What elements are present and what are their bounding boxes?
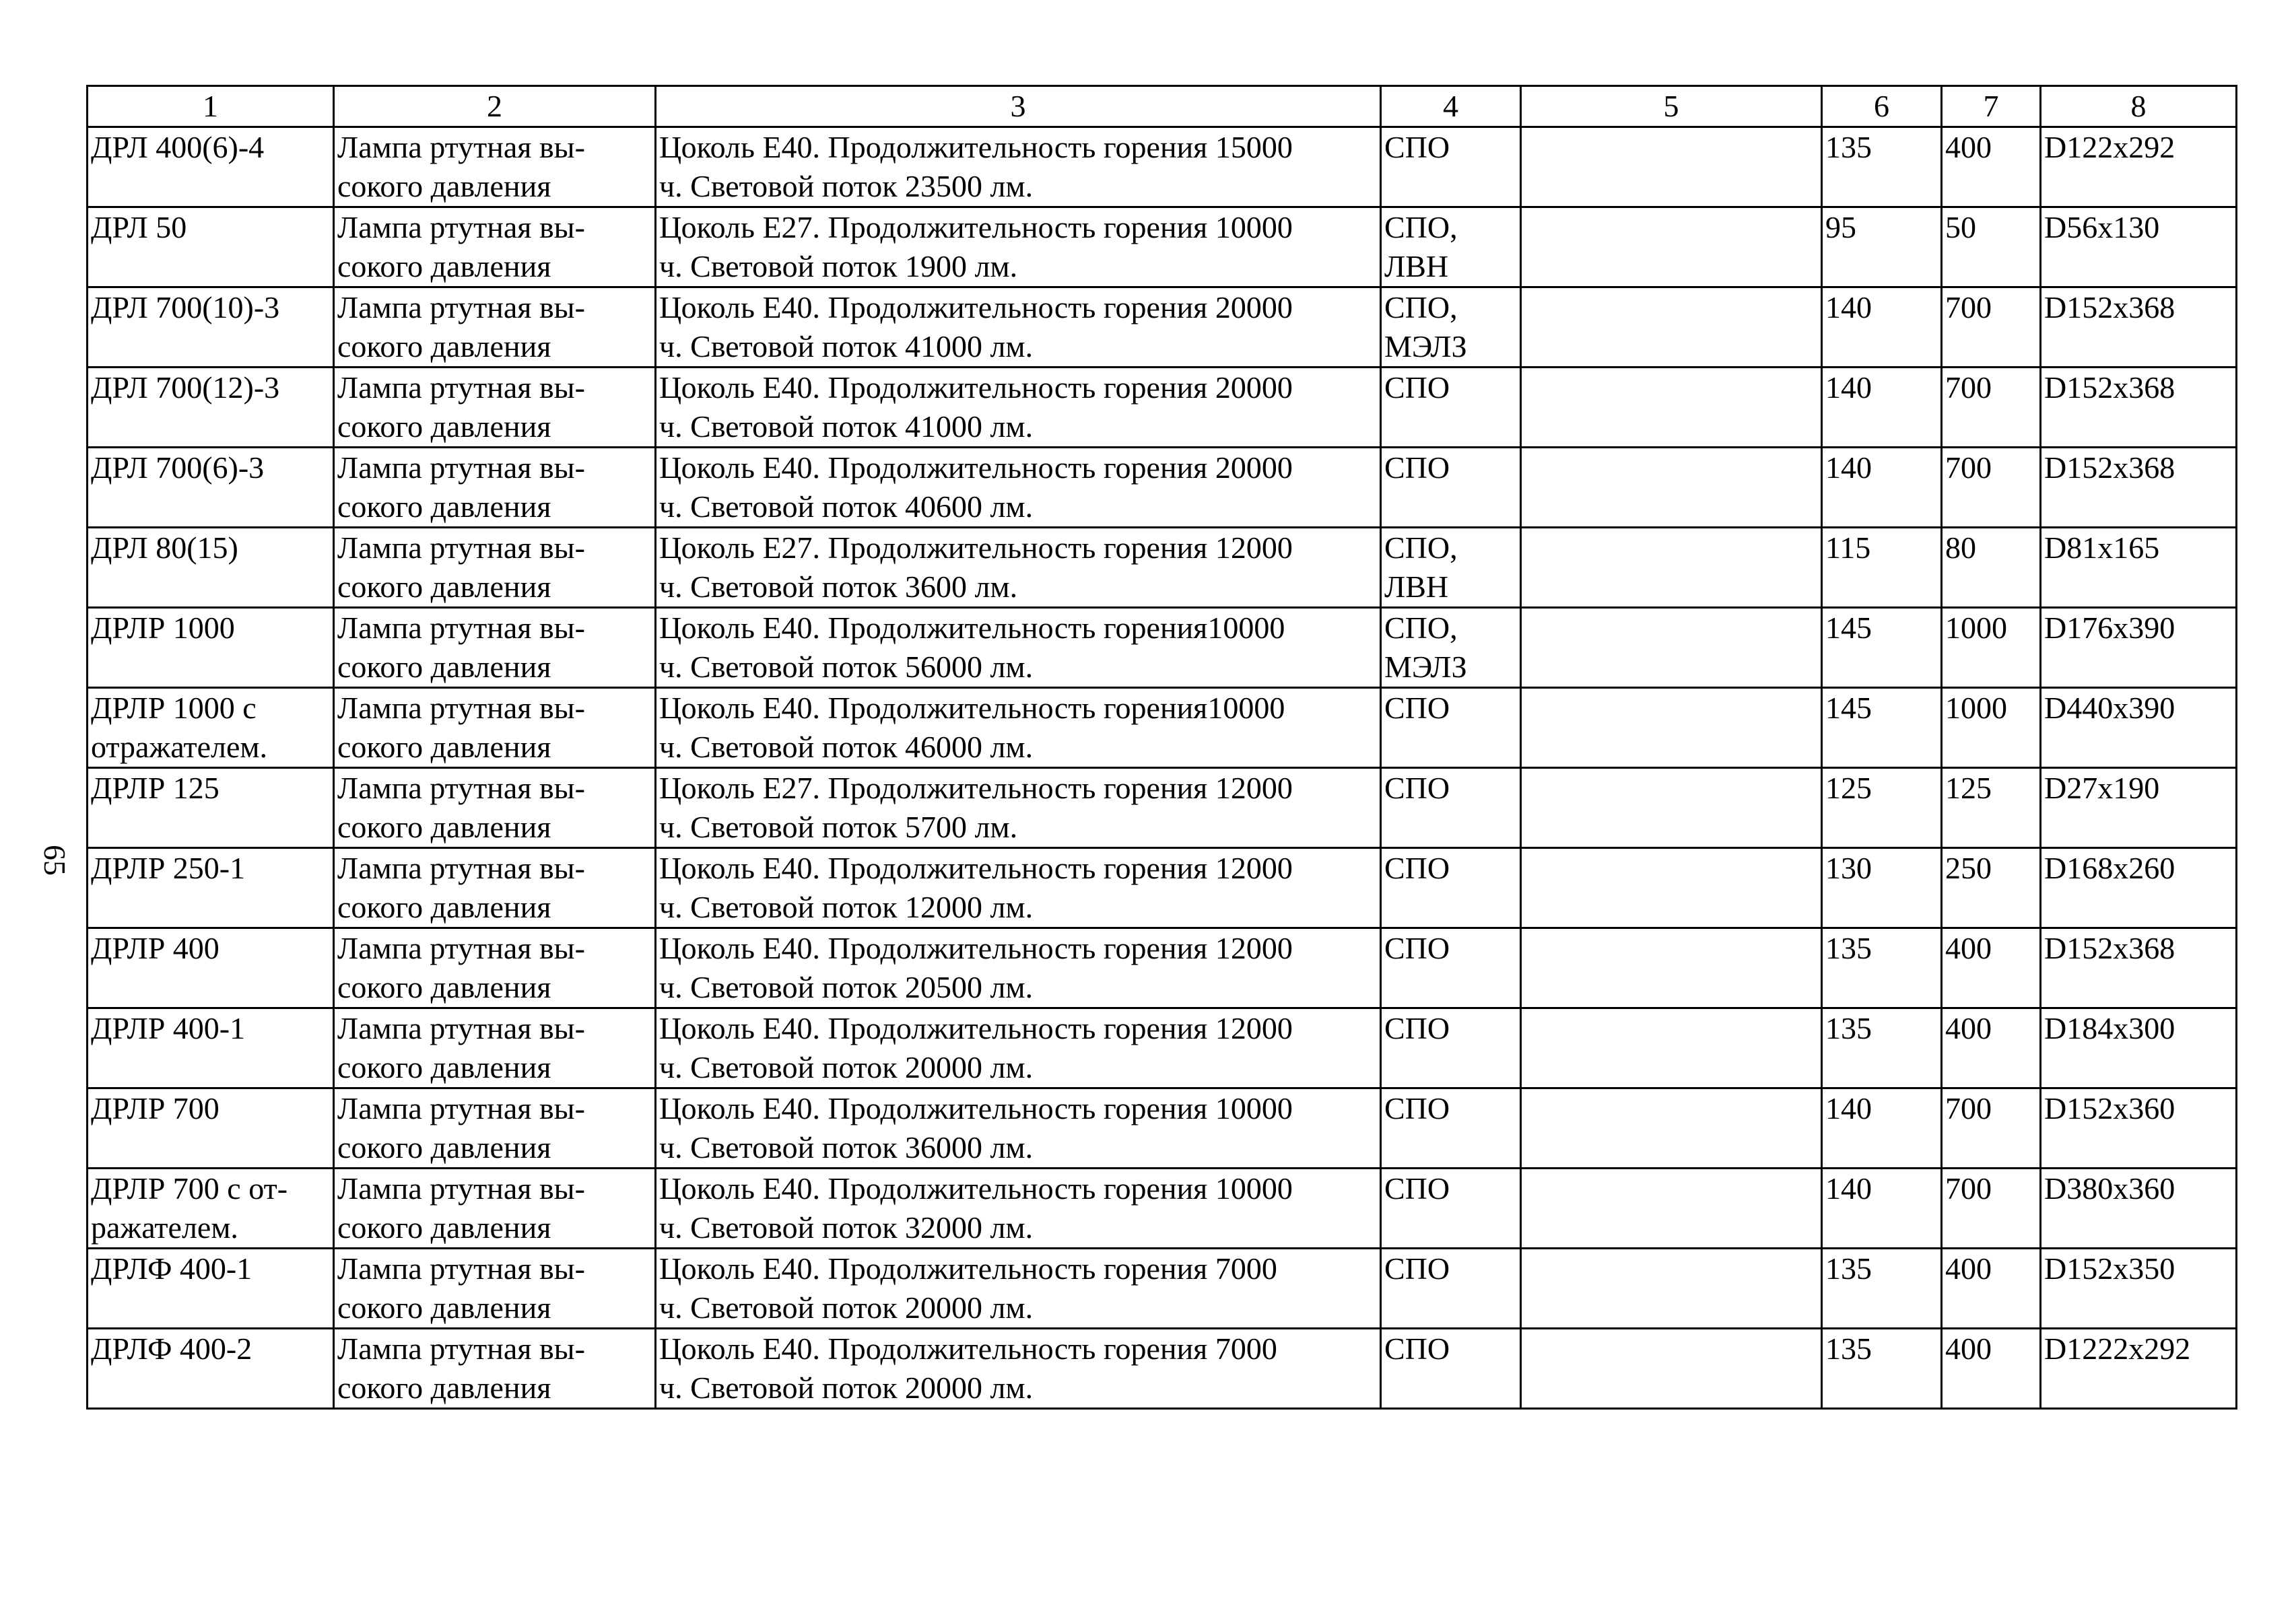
table-row [88, 1329, 2237, 1409]
column-6-cell: 95 [1822, 207, 1942, 287]
cell-text-line: сокого давления [337, 1050, 551, 1084]
manufacturer-cell [1381, 1329, 1521, 1409]
lamp-type-cell [88, 928, 334, 1008]
column-6-cell: 135 [1822, 1008, 1942, 1088]
dimensions-cell: D56x130 [2041, 207, 2237, 287]
cell-text-line: СПО [1384, 1251, 1450, 1286]
manufacturer-cell [1381, 287, 1521, 368]
cell-text-line: Цоколь Е40. Продолжительность горения 10000 [659, 1171, 1293, 1206]
dimensions-cell: D122x292 [2041, 127, 2237, 207]
cell-text-line: ч. Световой поток 1900 лм. [659, 249, 1018, 283]
cell-text-line: СПО, [1384, 290, 1458, 324]
lamp-description-cell [656, 1249, 1381, 1329]
cell-text-line: ч. Световой поток 5700 лм. [659, 810, 1018, 844]
lamp-description-cell [656, 368, 1381, 448]
lamp-type-cell [88, 127, 334, 207]
dimensions-cell: D176x390 [2041, 608, 2237, 688]
column-5-cell [1521, 368, 1822, 448]
table-row [88, 528, 2237, 608]
cell-text-line: СПО [1384, 851, 1450, 885]
column-5-cell [1521, 207, 1822, 287]
cell-text-line: ч. Световой поток 20000 лм. [659, 1370, 1034, 1405]
manufacturer-cell [1381, 127, 1521, 207]
lamp-name-cell [334, 448, 656, 528]
lamp-description-cell [656, 528, 1381, 608]
cell-text-line: ДРЛР 700 [91, 1091, 220, 1125]
cell-text-line: Цоколь Е27. Продолжительность горения 12000 [659, 771, 1293, 805]
lamp-description-cell [656, 1008, 1381, 1088]
cell-text-line: Цоколь Е40. Продолжительность горения 20000 [659, 370, 1293, 405]
column-header: 6 [1822, 86, 1942, 127]
table-row [88, 368, 2237, 448]
dimensions-cell: D168x260 [2041, 848, 2237, 928]
power-cell: 700 [1942, 287, 2041, 368]
cell-text-line: ражателем. [91, 1210, 238, 1245]
lamp-description-cell [656, 768, 1381, 848]
dimensions-cell: D184x300 [2041, 1008, 2237, 1088]
column-5-cell [1521, 1169, 1822, 1249]
cell-text-line: сокого давления [337, 650, 551, 684]
manufacturer-cell [1381, 1088, 1521, 1169]
column-5-cell [1521, 608, 1822, 688]
cell-text-line: ДРЛ 400(6)-4 [91, 130, 265, 164]
cell-text-line: ч. Световой поток 20000 лм. [659, 1290, 1034, 1325]
manufacturer-cell [1381, 848, 1521, 928]
cell-text-line: МЭЛЗ [1384, 329, 1467, 363]
cell-text-line: Цоколь Е40. Продолжительность горения 12000 [659, 1011, 1293, 1045]
cell-text-line: сокого давления [337, 970, 551, 1004]
cell-text-line: Лампа ртутная вы- [337, 771, 585, 805]
cell-text-line: ДРЛР 125 [91, 771, 220, 805]
cell-text-line: ДРЛФ 400-1 [91, 1251, 252, 1286]
lamp-type-cell [88, 848, 334, 928]
table-row [88, 127, 2237, 207]
manufacturer-cell [1381, 368, 1521, 448]
lamp-name-cell [334, 528, 656, 608]
cell-text-line: Цоколь Е27. Продолжительность горения 12000 [659, 530, 1293, 565]
cell-text-line: Лампа ртутная вы- [337, 530, 585, 565]
column-6-cell: 145 [1822, 608, 1942, 688]
lamp-name-cell [334, 768, 656, 848]
cell-text-line: ч. Световой поток 23500 лм. [659, 169, 1034, 203]
column-6-cell: 115 [1822, 528, 1942, 608]
cell-text-line: ч. Световой поток 40600 лм. [659, 489, 1034, 524]
cell-text-line: ДРЛ 700(12)-3 [91, 370, 280, 405]
column-6-cell: 140 [1822, 1169, 1942, 1249]
power-cell: 80 [1942, 528, 2041, 608]
column-5-cell [1521, 768, 1822, 848]
table-row [88, 1249, 2237, 1329]
column-6-cell: 135 [1822, 1329, 1942, 1409]
lamp-description-cell [656, 608, 1381, 688]
table-row [88, 287, 2237, 368]
cell-text-line: СПО [1384, 691, 1450, 725]
cell-text-line: ч. Световой поток 3600 лм. [659, 569, 1018, 604]
cell-text-line: сокого давления [337, 810, 551, 844]
cell-text-line: Лампа ртутная вы- [337, 1011, 585, 1045]
column-5-cell [1521, 1088, 1822, 1169]
column-6-cell: 135 [1822, 928, 1942, 1008]
cell-text-line: Цоколь Е40. Продолжительность горения 12000 [659, 931, 1293, 965]
manufacturer-cell [1381, 207, 1521, 287]
cell-text-line: Лампа ртутная вы- [337, 1171, 585, 1206]
dimensions-cell: D440x390 [2041, 688, 2237, 768]
dimensions-cell: D152x368 [2041, 368, 2237, 448]
cell-text-line: Лампа ртутная вы- [337, 611, 585, 645]
manufacturer-cell [1381, 1169, 1521, 1249]
column-6-cell: 145 [1822, 688, 1942, 768]
lamp-type-cell [88, 207, 334, 287]
cell-text-line: СПО [1384, 771, 1450, 805]
cell-text-line: ДРЛР 1000 с [91, 691, 257, 725]
cell-text-line: СПО [1384, 1331, 1450, 1366]
lamp-description-cell [656, 1169, 1381, 1249]
cell-text-line: ч. Световой поток 46000 лм. [659, 730, 1034, 764]
column-5-cell [1521, 688, 1822, 768]
cell-text-line: Лампа ртутная вы- [337, 1091, 585, 1125]
cell-text-line: ч. Световой поток 41000 лм. [659, 329, 1034, 363]
column-header: 5 [1521, 86, 1822, 127]
lamp-type-cell [88, 1329, 334, 1409]
lamp-name-cell [334, 207, 656, 287]
column-6-cell: 140 [1822, 1088, 1942, 1169]
power-cell: 700 [1942, 1169, 2041, 1249]
manufacturer-cell [1381, 1249, 1521, 1329]
page-number: 65 [38, 845, 72, 876]
column-6-cell: 130 [1822, 848, 1942, 928]
cell-text-line: Цоколь Е40. Продолжительность горения 7000 [659, 1331, 1277, 1366]
table-row [88, 1008, 2237, 1088]
lamp-name-cell [334, 608, 656, 688]
cell-text-line: Лампа ртутная вы- [337, 370, 585, 405]
column-5-cell [1521, 1008, 1822, 1088]
lamp-type-cell [88, 1088, 334, 1169]
cell-text-line: сокого давления [337, 249, 551, 283]
cell-text-line: ДРЛ 700(6)-3 [91, 450, 265, 485]
column-header: 3 [656, 86, 1381, 127]
lamp-name-cell [334, 688, 656, 768]
column-header: 2 [334, 86, 656, 127]
column-6-cell: 135 [1822, 1249, 1942, 1329]
lamp-type-cell [88, 368, 334, 448]
manufacturer-cell [1381, 1008, 1521, 1088]
power-cell: 400 [1942, 1249, 2041, 1329]
lamp-type-cell [88, 1169, 334, 1249]
table-row [88, 448, 2237, 528]
lamp-spec-table [86, 85, 2237, 1410]
column-5-cell [1521, 127, 1822, 207]
column-header: 8 [2041, 86, 2237, 127]
dimensions-cell: D152x368 [2041, 448, 2237, 528]
column-5-cell [1521, 448, 1822, 528]
column-5-cell [1521, 1249, 1822, 1329]
cell-text-line: Лампа ртутная вы- [337, 691, 585, 725]
cell-text-line: СПО, [1384, 611, 1458, 645]
power-cell: 400 [1942, 127, 2041, 207]
cell-text-line: ДРЛ 700(10)-3 [91, 290, 280, 324]
power-cell: 1000 [1942, 608, 2041, 688]
cell-text-line: ДРЛФ 400-2 [91, 1331, 252, 1366]
lamp-description-cell [656, 127, 1381, 207]
lamp-description-cell [656, 207, 1381, 287]
cell-text-line: Цоколь Е40. Продолжительность горения 20000 [659, 450, 1293, 485]
cell-text-line: сокого давления [337, 1130, 551, 1165]
cell-text-line: ДРЛР 700 с от- [91, 1171, 288, 1206]
lamp-name-cell [334, 1008, 656, 1088]
power-cell: 400 [1942, 928, 2041, 1008]
cell-text-line: ч. Световой поток 20000 лм. [659, 1050, 1034, 1084]
manufacturer-cell [1381, 608, 1521, 688]
lamp-type-cell [88, 1249, 334, 1329]
column-header: 1 [88, 86, 334, 127]
cell-text-line: Лампа ртутная вы- [337, 1251, 585, 1286]
dimensions-cell: D152x360 [2041, 1088, 2237, 1169]
column-5-cell [1521, 848, 1822, 928]
lamp-name-cell [334, 928, 656, 1008]
cell-text-line: Цоколь Е40. Продолжительность горения 7000 [659, 1251, 1277, 1286]
manufacturer-cell [1381, 448, 1521, 528]
cell-text-line: СПО [1384, 450, 1450, 485]
cell-text-line: отражателем. [91, 730, 267, 764]
cell-text-line: ДРЛ 80(15) [91, 530, 238, 565]
cell-text-line: сокого давления [337, 409, 551, 444]
table-header-row [88, 86, 2237, 127]
manufacturer-cell [1381, 928, 1521, 1008]
cell-text-line: Лампа ртутная вы- [337, 210, 585, 244]
cell-text-line: Лампа ртутная вы- [337, 450, 585, 485]
cell-text-line: Лампа ртутная вы- [337, 851, 585, 885]
lamp-description-cell [656, 287, 1381, 368]
manufacturer-cell [1381, 688, 1521, 768]
cell-text-line: СПО [1384, 1091, 1450, 1125]
lamp-name-cell [334, 127, 656, 207]
dimensions-cell: D152x368 [2041, 928, 2237, 1008]
column-5-cell [1521, 528, 1822, 608]
cell-text-line: ч. Световой поток 12000 лм. [659, 890, 1034, 924]
table-row [88, 688, 2237, 768]
table-row [88, 1169, 2237, 1249]
lamp-description-cell [656, 1088, 1381, 1169]
lamp-name-cell [334, 1169, 656, 1249]
cell-text-line: ДРЛ 50 [91, 210, 187, 244]
lamp-name-cell [334, 1088, 656, 1169]
dimensions-cell: D152x350 [2041, 1249, 2237, 1329]
cell-text-line: ч. Световой поток 36000 лм. [659, 1130, 1034, 1165]
cell-text-line: СПО [1384, 931, 1450, 965]
lamp-description-cell [656, 448, 1381, 528]
manufacturer-cell [1381, 768, 1521, 848]
cell-text-line: ДРЛР 400 [91, 931, 220, 965]
cell-text-line: СПО [1384, 1171, 1450, 1206]
cell-text-line: ДРЛР 400-1 [91, 1011, 246, 1045]
column-6-cell: 125 [1822, 768, 1942, 848]
dimensions-cell: D81x165 [2041, 528, 2237, 608]
lamp-name-cell [334, 848, 656, 928]
cell-text-line: сокого давления [337, 329, 551, 363]
cell-text-line: Цоколь Е27. Продолжительность горения 10000 [659, 210, 1293, 244]
lamp-type-cell [88, 1008, 334, 1088]
power-cell: 400 [1942, 1329, 2041, 1409]
cell-text-line: Лампа ртутная вы- [337, 130, 585, 164]
power-cell: 50 [1942, 207, 2041, 287]
cell-text-line: Цоколь Е40. Продолжительность горения 12000 [659, 851, 1293, 885]
column-6-cell: 135 [1822, 127, 1942, 207]
power-cell: 125 [1942, 768, 2041, 848]
lamp-description-cell [656, 688, 1381, 768]
dimensions-cell: D152x368 [2041, 287, 2237, 368]
lamp-description-cell [656, 1329, 1381, 1409]
lamp-type-cell [88, 688, 334, 768]
cell-text-line: сокого давления [337, 489, 551, 524]
column-6-cell: 140 [1822, 448, 1942, 528]
dimensions-cell: D1222x292 [2041, 1329, 2237, 1409]
cell-text-line: Цоколь Е40. Продолжительность горения 20000 [659, 290, 1293, 324]
table-row [88, 768, 2237, 848]
table-row [88, 207, 2237, 287]
power-cell: 1000 [1942, 688, 2041, 768]
cell-text-line: сокого давления [337, 1290, 551, 1325]
lamp-type-cell [88, 768, 334, 848]
table-row [88, 928, 2237, 1008]
cell-text-line: сокого давления [337, 1370, 551, 1405]
cell-text-line: ч. Световой поток 41000 лм. [659, 409, 1034, 444]
table-body [88, 127, 2237, 1409]
lamp-description-cell [656, 928, 1381, 1008]
cell-text-line: сокого давления [337, 890, 551, 924]
table-row [88, 608, 2237, 688]
dimensions-cell: D380x360 [2041, 1169, 2237, 1249]
column-5-cell [1521, 287, 1822, 368]
power-cell: 700 [1942, 1088, 2041, 1169]
cell-text-line: СПО [1384, 130, 1450, 164]
manufacturer-cell [1381, 528, 1521, 608]
cell-text-line: МЭЛЗ [1384, 650, 1467, 684]
lamp-name-cell [334, 368, 656, 448]
cell-text-line: ч. Световой поток 32000 лм. [659, 1210, 1034, 1245]
cell-text-line: ч. Световой поток 56000 лм. [659, 650, 1034, 684]
power-cell: 700 [1942, 368, 2041, 448]
cell-text-line: сокого давления [337, 569, 551, 604]
column-header: 7 [1942, 86, 2041, 127]
column-6-cell: 140 [1822, 287, 1942, 368]
cell-text-line: Цоколь Е40. Продолжительность горения10000 [659, 611, 1285, 645]
table-row [88, 848, 2237, 928]
column-6-cell: 140 [1822, 368, 1942, 448]
cell-text-line: ч. Световой поток 20500 лм. [659, 970, 1034, 1004]
cell-text-line: СПО [1384, 1011, 1450, 1045]
power-cell: 700 [1942, 448, 2041, 528]
cell-text-line: ДРЛР 250-1 [91, 851, 246, 885]
cell-text-line: Цоколь Е40. Продолжительность горения10000 [659, 691, 1285, 725]
cell-text-line: ЛВН [1384, 569, 1449, 604]
cell-text-line: сокого давления [337, 169, 551, 203]
cell-text-line: СПО, [1384, 530, 1458, 565]
lamp-type-cell [88, 287, 334, 368]
cell-text-line: Цоколь Е40. Продолжительность горения 15000 [659, 130, 1293, 164]
cell-text-line: Цоколь Е40. Продолжительность горения 10000 [659, 1091, 1293, 1125]
cell-text-line: ЛВН [1384, 249, 1449, 283]
table-row [88, 1088, 2237, 1169]
cell-text-line: Лампа ртутная вы- [337, 290, 585, 324]
dimensions-cell: D27x190 [2041, 768, 2237, 848]
lamp-type-cell [88, 528, 334, 608]
column-header: 4 [1381, 86, 1521, 127]
power-cell: 250 [1942, 848, 2041, 928]
lamp-name-cell [334, 1329, 656, 1409]
cell-text-line: СПО, [1384, 210, 1458, 244]
cell-text-line: ДРЛР 1000 [91, 611, 235, 645]
lamp-type-cell [88, 448, 334, 528]
column-5-cell [1521, 928, 1822, 1008]
cell-text-line: Лампа ртутная вы- [337, 931, 585, 965]
lamp-description-cell [656, 848, 1381, 928]
power-cell: 400 [1942, 1008, 2041, 1088]
cell-text-line: СПО [1384, 370, 1450, 405]
cell-text-line: сокого давления [337, 730, 551, 764]
cell-text-line: Лампа ртутная вы- [337, 1331, 585, 1366]
lamp-type-cell [88, 608, 334, 688]
cell-text-line: сокого давления [337, 1210, 551, 1245]
lamp-name-cell [334, 287, 656, 368]
lamp-name-cell [334, 1249, 656, 1329]
column-5-cell [1521, 1329, 1822, 1409]
